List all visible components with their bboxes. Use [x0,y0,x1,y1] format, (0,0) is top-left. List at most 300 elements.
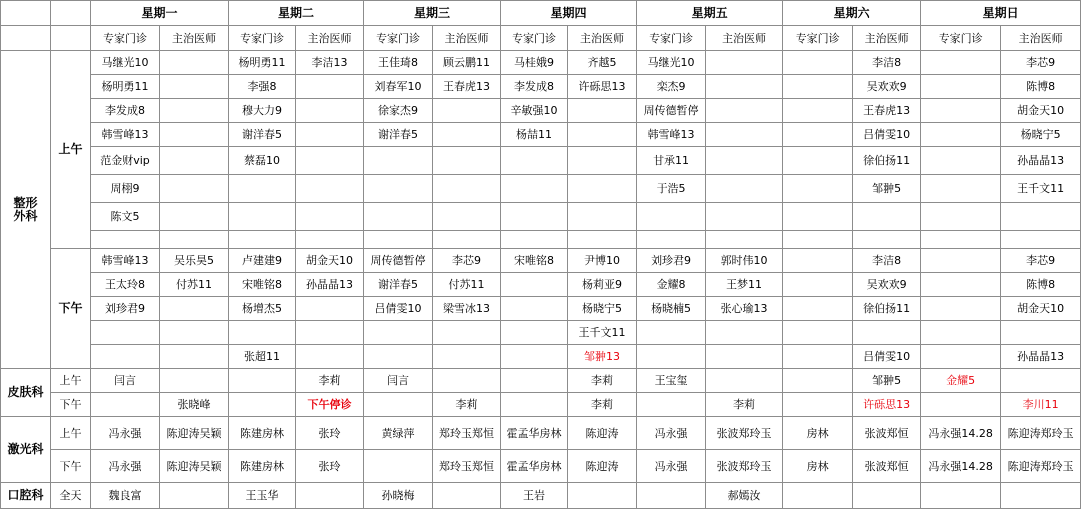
schedule-cell: 马继光10 [637,51,706,75]
schedule-cell: 李川11 [1001,393,1081,417]
schedule-cell [921,345,1001,369]
schedule-cell [783,483,853,509]
schedule-cell: 马继光10 [91,51,160,75]
plastic-pm-row [1,249,1081,273]
day-header: 星期六 [783,1,921,26]
schedule-cell: 梁雪冰13 [433,297,501,321]
schedule-cell [160,51,229,75]
schedule-cell [783,123,853,147]
dept-dermatology: 皮肤科 [1,369,51,417]
period-afternoon: 下午 [51,249,91,369]
schedule-cell: 冯永强 [637,450,706,483]
schedule-cell: 胡金天10 [1001,99,1081,123]
dept-stomatology: 口腔科 [1,483,51,509]
schedule-cell: 吴欢欢9 [853,273,921,297]
schedule-cell [160,297,229,321]
schedule-cell [921,175,1001,203]
schedule-cell: 黄绿萍 [364,417,433,450]
schedule-cell: 李莉 [296,369,364,393]
schedule-cell: 齐越5 [568,51,637,75]
schedule-cell [160,123,229,147]
schedule-cell [364,321,433,345]
schedule-cell: 霍孟华房林 [501,450,568,483]
schedule-cell: 王千文11 [568,321,637,345]
schedule-cell [783,273,853,297]
attending-physician-header: 主治医师 [568,26,637,51]
schedule-cell: 陈文5 [91,203,160,231]
schedule-cell: 穆大力9 [229,99,296,123]
schedule-cell: 金耀8 [637,273,706,297]
plastic-am-row [1,123,1081,147]
schedule-cell [783,297,853,321]
schedule-cell [783,249,853,273]
schedule-cell [160,231,229,249]
schedule-cell: 付苏11 [160,273,229,297]
schedule-cell [433,123,501,147]
corner-cell [1,26,51,51]
corner-cell [1,1,51,26]
schedule-cell [364,203,433,231]
schedule-cell: 周传德暂停 [637,99,706,123]
schedule-cell [783,99,853,123]
oral-row [1,483,1081,509]
schedule-cell: 蔡磊10 [229,147,296,175]
schedule-cell [921,123,1001,147]
schedule-cell: 陈迎涛 [568,417,637,450]
schedule-cell: 李芯9 [433,249,501,273]
schedule-cell [853,483,921,509]
schedule-cell [783,147,853,175]
schedule-cell [568,147,637,175]
schedule-cell: 郭时伟10 [706,249,783,273]
schedule-cell [501,147,568,175]
schedule-cell: 闫言 [364,369,433,393]
schedule-cell: 周传德暂停 [364,249,433,273]
schedule-cell [296,147,364,175]
schedule-cell: 张波郑恒 [853,417,921,450]
laser-am-row [1,417,1081,450]
schedule-cell [1001,231,1081,249]
schedule-cell [568,123,637,147]
schedule-cell: 吕倩雯10 [364,297,433,321]
schedule-cell [783,203,853,231]
schedule-cell: 顾云鹏11 [433,51,501,75]
plastic-pm-row [1,321,1081,345]
schedule-cell [921,231,1001,249]
plastic-am-row [1,203,1081,231]
day-header: 星期日 [921,1,1081,26]
schedule-cell [1001,483,1081,509]
schedule-cell: 李莉 [433,393,501,417]
schedule-cell: 陈迎涛 [568,450,637,483]
schedule-cell [921,147,1001,175]
schedule-cell: 孙晶晶13 [1001,147,1081,175]
schedule-cell: 冯永强 [91,417,160,450]
schedule-cell [568,175,637,203]
schedule-cell [364,147,433,175]
schedule-cell [921,483,1001,509]
schedule-cell [229,231,296,249]
schedule-cell [921,393,1001,417]
schedule-cell [783,345,853,369]
schedule-cell [921,203,1001,231]
schedule-cell: 金耀5 [921,369,1001,393]
schedule-cell: 王宝玺 [637,369,706,393]
day-header-row [1,1,1081,26]
schedule-cell: 冯永强 [91,450,160,483]
schedule-cell [501,321,568,345]
schedule-cell [296,483,364,509]
schedule-cell: 冯永强 [637,417,706,450]
schedule-cell: 冯永强14.28 [921,417,1001,450]
schedule-cell: 吴乐昊5 [160,249,229,273]
period-morning: 上午 [51,369,91,393]
schedule-cell [364,450,433,483]
schedule-cell: 谢洋春5 [364,123,433,147]
schedule-cell [160,203,229,231]
expert-clinic-header: 专家门诊 [364,26,433,51]
expert-clinic-header: 专家门诊 [921,26,1001,51]
schedule-cell: 杨喆11 [501,123,568,147]
schedule-cell [296,203,364,231]
expert-clinic-header: 专家门诊 [501,26,568,51]
schedule-cell: 陈迎涛吴颖 [160,450,229,483]
schedule-cell [706,51,783,75]
schedule-cell: 孙晶晶13 [296,273,364,297]
schedule-cell [706,345,783,369]
schedule-cell [433,203,501,231]
schedule-cell [783,369,853,393]
expert-clinic-header: 专家门诊 [91,26,160,51]
schedule-cell: 宋唯铭8 [501,249,568,273]
schedule-cell: 甘承11 [637,147,706,175]
schedule-cell [706,321,783,345]
schedule-cell [160,99,229,123]
schedule-cell [433,483,501,509]
schedule-cell: 谢洋春5 [229,123,296,147]
schedule-cell: 李莉 [706,393,783,417]
schedule-cell: 陈建房林 [229,417,296,450]
schedule-cell: 刘珍君9 [91,297,160,321]
schedule-cell [160,369,229,393]
schedule-cell: 李洁13 [296,51,364,75]
schedule-cell: 闫言 [91,369,160,393]
schedule-cell: 李莉 [568,369,637,393]
schedule-cell [1001,203,1081,231]
schedule-cell [706,175,783,203]
schedule-cell: 陈博8 [1001,273,1081,297]
schedule-cell: 孙晓梅 [364,483,433,509]
schedule-cell [296,297,364,321]
schedule-cell: 王千文11 [1001,175,1081,203]
schedule-cell: 房林 [783,417,853,450]
schedule-cell [364,345,433,369]
schedule-cell: 杨明勇11 [91,75,160,99]
schedule-cell: 周栩9 [91,175,160,203]
schedule-cell [433,231,501,249]
schedule-cell [1001,369,1081,393]
attending-physician-header: 主治医师 [853,26,921,51]
schedule-cell: 郑玲玉郑恒 [433,450,501,483]
schedule-cell: 刘珍君9 [637,249,706,273]
schedule-cell: 张玲 [296,450,364,483]
plastic-am-row [1,51,1081,75]
schedule-cell: 吕倩雯10 [853,345,921,369]
schedule-cell: 韩雪峰13 [91,123,160,147]
schedule-cell: 王玉华 [229,483,296,509]
schedule-cell [91,321,160,345]
schedule-cell [921,51,1001,75]
schedule-cell: 郝嫣汝 [706,483,783,509]
schedule-cell [501,273,568,297]
period-afternoon: 下午 [51,393,91,417]
plastic-am-row [1,147,1081,175]
schedule-cell: 辛敏强10 [501,99,568,123]
day-header: 星期四 [501,1,637,26]
schedule-cell: 吴欢欢9 [853,75,921,99]
schedule-cell: 王春虎13 [433,75,501,99]
schedule-cell: 张晓峰 [160,393,229,417]
schedule-cell: 王春虎13 [853,99,921,123]
schedule-cell: 李洁8 [853,249,921,273]
schedule-cell [637,203,706,231]
schedule-cell: 邹翀13 [568,345,637,369]
skin-am-row [1,369,1081,393]
schedule-cell: 于浩5 [637,175,706,203]
schedule-cell [783,51,853,75]
schedule-cell [501,203,568,231]
schedule-cell [921,75,1001,99]
schedule-cell [921,249,1001,273]
schedule-cell [229,369,296,393]
schedule-cell [160,483,229,509]
schedule-cell [296,99,364,123]
schedule-cell: 张波郑玲玉 [706,417,783,450]
schedule-cell [637,393,706,417]
schedule-cell: 冯永强14.28 [921,450,1001,483]
dept-laser: 激光科 [1,417,51,483]
schedule-cell: 张超11 [229,345,296,369]
schedule-cell: 韩雪峰13 [637,123,706,147]
schedule-cell: 胡金天10 [1001,297,1081,321]
schedule-cell [921,297,1001,321]
schedule-cell: 胡金天10 [296,249,364,273]
attending-physician-header: 主治医师 [296,26,364,51]
schedule-cell: 王梦11 [706,273,783,297]
schedule-cell [706,75,783,99]
schedule-cell [1001,321,1081,345]
schedule-cell: 徐伯扬11 [853,297,921,321]
schedule-cell [501,393,568,417]
schedule-cell [433,321,501,345]
schedule-cell: 尹博10 [568,249,637,273]
schedule-cell: 陈迎涛郑玲玉 [1001,417,1081,450]
schedule-cell [364,231,433,249]
period-morning: 上午 [51,51,91,249]
schedule-cell [91,345,160,369]
corner-cell [51,1,91,26]
schedule-cell: 张波郑恒 [853,450,921,483]
schedule-cell [501,369,568,393]
schedule-cell [921,273,1001,297]
schedule-cell [783,175,853,203]
schedule-cell [637,231,706,249]
sub-header-row [1,26,1081,51]
schedule-cell: 陈博8 [1001,75,1081,99]
corner-cell [51,26,91,51]
schedule-cell [706,369,783,393]
schedule-cell: 邹翀5 [853,175,921,203]
period-all-day: 全天 [51,483,91,509]
schedule-cell [229,203,296,231]
schedule-cell: 马桂娥9 [501,51,568,75]
expert-clinic-header: 专家门诊 [783,26,853,51]
schedule-cell [160,147,229,175]
schedule-cell: 吕倩雯10 [853,123,921,147]
schedule-cell [296,345,364,369]
schedule-cell [853,321,921,345]
schedule-cell: 王岩 [501,483,568,509]
schedule-cell: 李发成8 [501,75,568,99]
expert-clinic-header: 专家门诊 [637,26,706,51]
plastic-pm-row [1,345,1081,369]
schedule-cell [296,321,364,345]
schedule-cell [433,99,501,123]
schedule-cell: 杨莉亚9 [568,273,637,297]
schedule-cell: 韩雪峰13 [91,249,160,273]
schedule-cell: 杨增杰5 [229,297,296,321]
schedule-cell [160,175,229,203]
schedule-cell: 宋唯铭8 [229,273,296,297]
day-header: 星期二 [229,1,364,26]
day-header: 星期五 [637,1,783,26]
schedule-cell: 李芯9 [1001,249,1081,273]
schedule-cell [296,75,364,99]
schedule-cell [637,345,706,369]
schedule-cell: 付苏11 [433,273,501,297]
schedule-cell: 李洁8 [853,51,921,75]
attending-physician-header: 主治医师 [706,26,783,51]
schedule-cell: 徐伯扬11 [853,147,921,175]
schedule-cell: 魏良富 [91,483,160,509]
schedule-cell [229,393,296,417]
attending-physician-header: 主治医师 [160,26,229,51]
skin-pm-row [1,393,1081,417]
attending-physician-header: 主治医师 [1001,26,1081,51]
schedule-cell: 杨晓宁5 [568,297,637,321]
schedule-cell [853,231,921,249]
schedule-cell: 李发成8 [91,99,160,123]
schedule-cell: 郑玲玉郑恒 [433,417,501,450]
schedule-cell [296,123,364,147]
schedule-cell [160,75,229,99]
schedule-cell: 李芯9 [1001,51,1081,75]
plastic-am-row [1,231,1081,249]
period-morning: 上午 [51,417,91,450]
plastic-am-row [1,175,1081,203]
schedule-cell: 刘春军10 [364,75,433,99]
schedule-cell: 陈建房林 [229,450,296,483]
attending-physician-header: 主治医师 [433,26,501,51]
schedule-cell [568,203,637,231]
schedule-cell [706,99,783,123]
schedule-cell [91,393,160,417]
schedule-cell: 邹翀5 [853,369,921,393]
period-afternoon: 下午 [51,450,91,483]
schedule-cell [568,483,637,509]
schedule-cell [568,231,637,249]
plastic-pm-row [1,273,1081,297]
schedule-cell [637,321,706,345]
schedule-cell: 孙晶晶13 [1001,345,1081,369]
schedule-cell [501,175,568,203]
schedule-cell [433,147,501,175]
schedule-cell: 杨晓宁5 [1001,123,1081,147]
schedule-cell [501,297,568,321]
schedule-cell [706,123,783,147]
schedule-cell [364,175,433,203]
schedule-cell [501,345,568,369]
schedule-cell: 李莉 [568,393,637,417]
schedule-cell: 范金财vip [91,147,160,175]
schedule-cell: 卢建建9 [229,249,296,273]
schedule-cell: 张波郑玲玉 [706,450,783,483]
schedule-cell [568,99,637,123]
schedule-cell: 王太玲8 [91,273,160,297]
schedule-cell [160,345,229,369]
plastic-am-row [1,75,1081,99]
schedule-cell: 栾杰9 [637,75,706,99]
laser-pm-row [1,450,1081,483]
schedule-cell [296,175,364,203]
schedule-cell [433,369,501,393]
schedule-cell [637,483,706,509]
schedule-cell [229,175,296,203]
schedule-cell: 李强8 [229,75,296,99]
schedule-cell: 许砾思13 [568,75,637,99]
schedule-cell [706,203,783,231]
schedule-cell [921,321,1001,345]
schedule-cell: 谢洋春5 [364,273,433,297]
schedule-cell [783,321,853,345]
schedule-cell [783,393,853,417]
plastic-pm-row [1,297,1081,321]
schedule-cell: 下午停诊 [296,393,364,417]
schedule-cell [160,321,229,345]
schedule-cell [706,231,783,249]
expert-clinic-header: 专家门诊 [229,26,296,51]
schedule-cell [783,231,853,249]
schedule-cell [921,99,1001,123]
schedule-cell: 杨晓楠5 [637,297,706,321]
schedule-cell: 陈迎涛郑玲玉 [1001,450,1081,483]
schedule-cell [501,231,568,249]
day-header: 星期三 [364,1,501,26]
schedule-cell: 陈迎涛吴颖 [160,417,229,450]
schedule-cell [229,321,296,345]
schedule-cell [853,203,921,231]
schedule-cell: 霍孟华房林 [501,417,568,450]
schedule-cell: 杨明勇11 [229,51,296,75]
schedule-cell [706,147,783,175]
schedule-cell [296,231,364,249]
schedule-cell [91,231,160,249]
schedule-cell [433,175,501,203]
schedule-cell: 徐家杰9 [364,99,433,123]
day-header: 星期一 [91,1,229,26]
schedule-cell: 张玲 [296,417,364,450]
schedule-cell [433,345,501,369]
